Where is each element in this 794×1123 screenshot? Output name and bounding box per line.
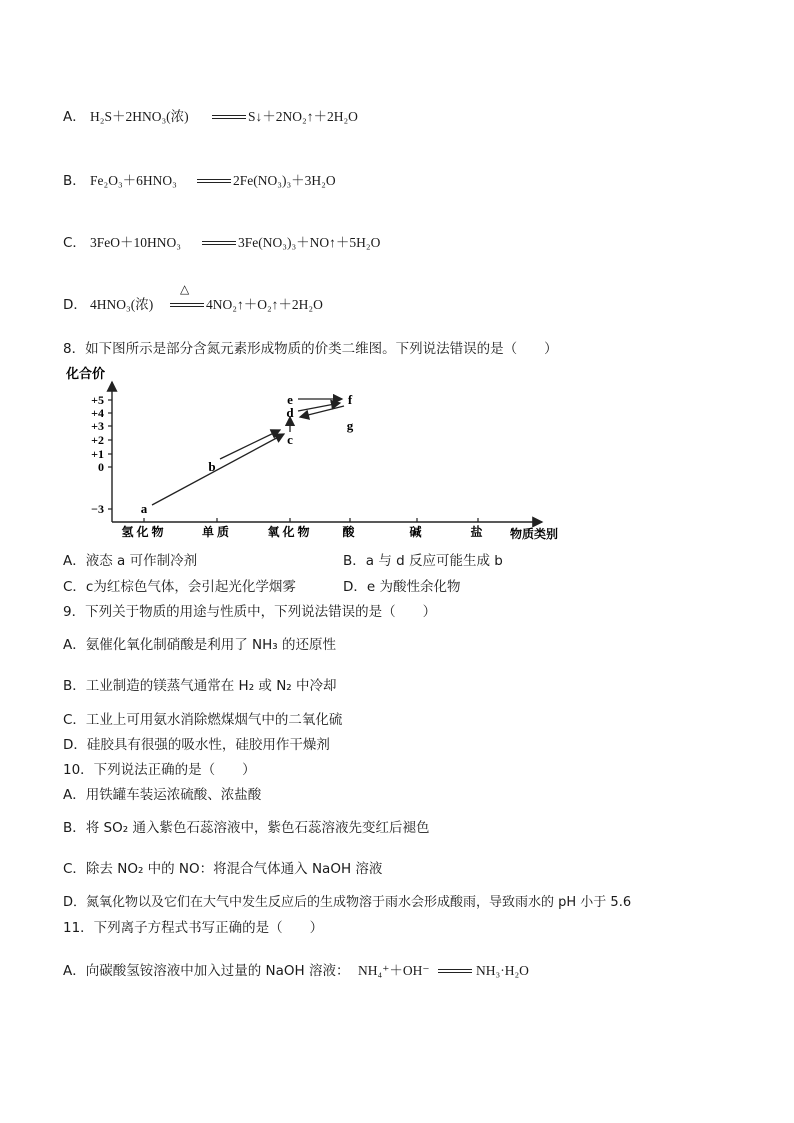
- valence-category-chart: [62, 364, 582, 544]
- q10-option-a: A．用铁罐车装运浓硫酸、浓盐酸: [63, 787, 262, 803]
- q10-option-d: D．氮氧化物以及它们在大气中发生反应后的生成物溶于雨水会形成酸雨，导致雨水的 pH 小于 5.6: [63, 895, 632, 910]
- q11-option-a-lhs: NH₄⁺＋OH⁻: [358, 963, 430, 978]
- q8-option-c: C．c为红棕色气体，会引起光化学烟雾: [63, 579, 296, 595]
- question-9-stem: 9．下列关于物质的用途与性质中，下列说法错误的是（ ）: [63, 604, 437, 620]
- equation-b-letter: B．: [63, 173, 86, 189]
- x-tick-label: 单质: [201, 525, 233, 539]
- equals-sign: [438, 969, 472, 973]
- point-d: d: [286, 405, 294, 420]
- q10-option-b: B．将 SO₂ 通入紫色石蕊溶液中，紫色石蕊溶液先变红后褪色: [63, 820, 430, 836]
- equation-b-rhs: 2Fe(NO₃)₃＋3H₂O: [233, 173, 336, 188]
- chart-categories: [121, 518, 485, 539]
- x-tick-label: 氢化物: [121, 525, 167, 539]
- y-tick-label: +3: [91, 419, 104, 433]
- chart-ticks: [91, 393, 112, 516]
- equation-d-lhs: 4HNO₃(浓): [90, 297, 154, 312]
- question-10-stem: 10．下列说法正确的是（ ）: [63, 762, 256, 778]
- point-c: c: [287, 432, 293, 447]
- q9-option-a: A．氨催化氧化制硝酸是利用了 NH₃ 的还原性: [63, 637, 336, 653]
- question-11-stem: 11．下列离子方程式书写正确的是（ ）: [63, 920, 324, 936]
- arrow-d-to-f: [298, 403, 340, 411]
- y-tick-label: +2: [91, 433, 104, 447]
- q11-option-a-prefix: A．向碳酸氢铵溶液中加入过量的 NaOH 溶液：: [63, 963, 350, 979]
- equation-a-rhs: S↓＋2NO₂↑＋2H₂O: [248, 109, 358, 124]
- equation-b-lhs: Fe₂O₃＋6HNO₃: [90, 173, 177, 188]
- x-tick-label: 碱: [409, 525, 425, 539]
- point-f: f: [347, 392, 353, 407]
- point-a: a: [140, 501, 148, 516]
- x-tick-label: 酸: [342, 525, 358, 539]
- q10-option-c: C．除去 NO₂ 中的 NO：将混合气体通入 NaOH 溶液: [63, 861, 383, 877]
- equation-c-rhs: 3Fe(NO₃)₃＋NO↑＋5H₂O: [238, 235, 381, 250]
- q9-option-c: C．工业上可用氨水消除燃煤烟气中的二氧化硫: [63, 712, 343, 728]
- equals-sign: [212, 115, 246, 119]
- question-8-stem: 8．如下图所示是部分含氮元素形成物质的价类二维图。下列说法错误的是（ ）: [63, 341, 558, 357]
- q9-option-d: D．硅胶具有很强的吸水性，硅胶用作干燥剂: [63, 737, 330, 753]
- x-tick-label: 盐: [470, 525, 486, 539]
- point-e: e: [287, 392, 293, 407]
- point-b: b: [208, 459, 216, 474]
- equals-sign: [197, 179, 231, 183]
- equation-d-rhs: 4NO₂↑＋O₂↑＋2H₂O: [206, 297, 323, 312]
- y-tick-label: +5: [91, 393, 104, 407]
- x-axis-label: 物质类别: [510, 527, 559, 541]
- point-g: g: [346, 418, 354, 433]
- q8-option-d: D．e 为酸性余化物: [343, 579, 461, 595]
- q8-option-b: B．a 与 d 反应可能生成 b: [343, 553, 503, 569]
- arrow-f-to-d: [300, 406, 344, 417]
- arrow-b-to-c: [220, 430, 280, 459]
- chart-axes: [112, 382, 542, 522]
- heat-condition: △: [180, 282, 190, 296]
- q11-option-a-rhs: NH₃·H₂O: [476, 963, 529, 978]
- equation-a-lhs: H₂S＋2HNO₃(浓): [90, 109, 189, 124]
- y-tick-label: +1: [91, 447, 104, 461]
- equation-a-letter: A．: [63, 109, 86, 125]
- y-tick-label: +4: [91, 406, 104, 420]
- equation-c-letter: C．: [63, 235, 86, 251]
- y-tick-label: −3: [91, 502, 104, 516]
- equals-sign: [202, 241, 236, 245]
- chart-arrows: [152, 399, 344, 505]
- x-tick-label: 氧化物: [267, 525, 313, 539]
- q8-option-a: A．液态 a 可作制冷剂: [63, 553, 198, 569]
- y-tick-label: 0: [98, 460, 104, 474]
- equals-sign: [170, 303, 204, 307]
- equation-c-lhs: 3FeO＋10HNO₃: [90, 235, 181, 250]
- y-axis-label: 化合价: [66, 367, 106, 382]
- arrow-a-to-c: [152, 434, 284, 505]
- equation-d-letter: D．: [63, 297, 87, 313]
- q9-option-b: B．工业制造的镁蒸气通常在 H₂ 或 N₂ 中冷却: [63, 678, 337, 694]
